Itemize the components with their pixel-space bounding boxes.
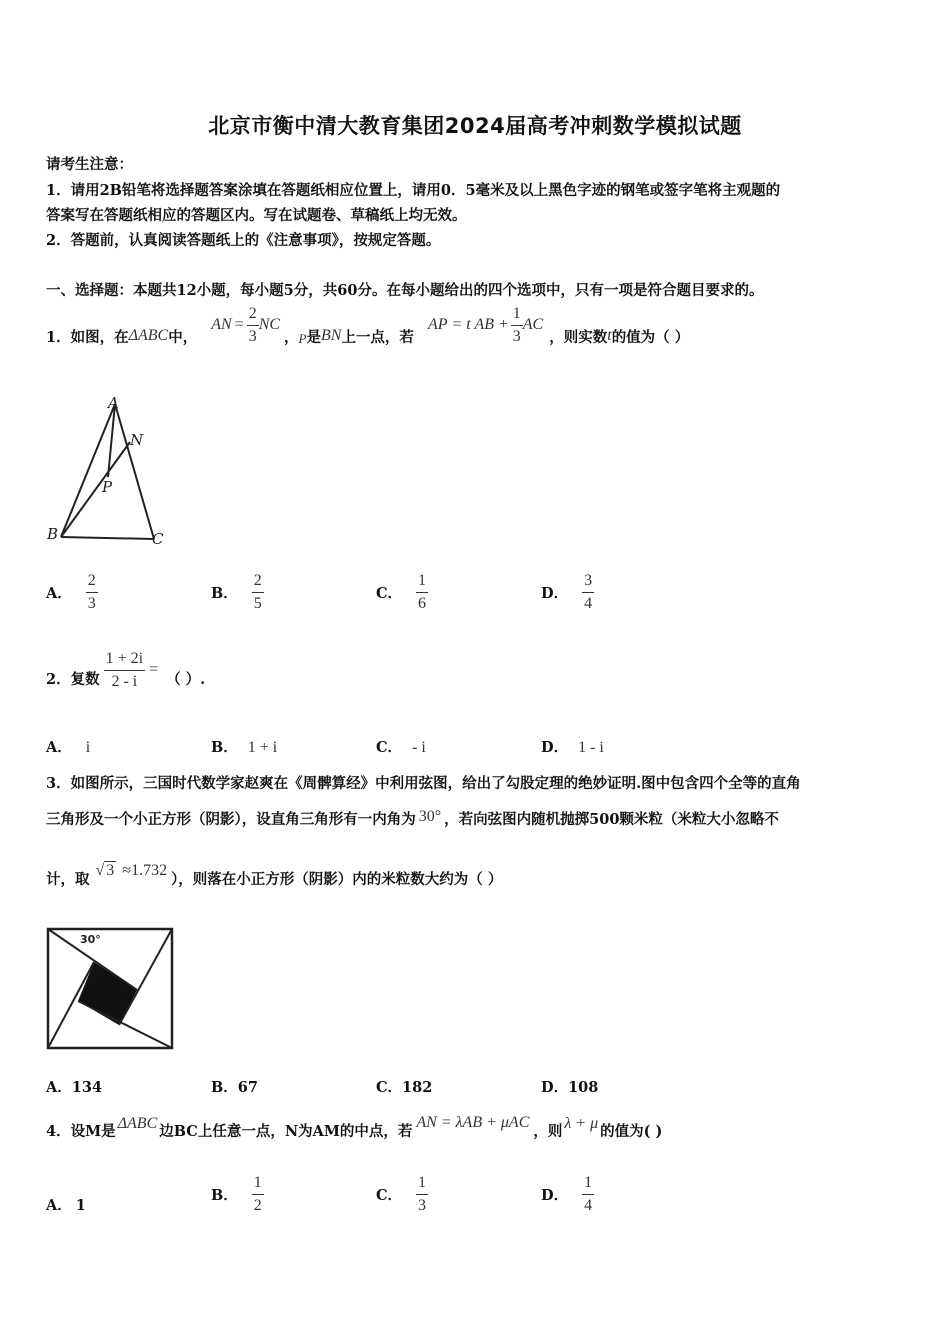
q1-option-d-num: 3 bbox=[582, 572, 594, 593]
q3-option-c-value: 182 bbox=[402, 1079, 433, 1096]
question-1 bbox=[46, 300, 689, 372]
q1-fraction-den: 3 bbox=[248, 327, 257, 345]
q4-text-2: ，则 bbox=[533, 1122, 563, 1140]
q1-prefix: 1．如图，在 bbox=[46, 328, 129, 346]
q1-suffix: ，则实数 bbox=[549, 328, 608, 346]
q1-fraction-2-num: 1 bbox=[511, 305, 523, 326]
q3-option-c[interactable] bbox=[376, 1076, 432, 1097]
q3-option-a-letter: A． bbox=[46, 1079, 72, 1096]
q4-option-b-letter: B． bbox=[211, 1186, 238, 1204]
q3-line-2 bbox=[46, 808, 779, 829]
q3-option-a-value: 134 bbox=[71, 1079, 103, 1096]
q3-angle: 30° bbox=[418, 807, 442, 825]
q1-fraction-2-den: 3 bbox=[512, 327, 521, 345]
q1-equals: = bbox=[234, 316, 244, 333]
q3-line-1: 3．如图所示，三国时代数学家赵爽在《周髀算经》中利用弦图，给出了勾股定理的绝妙证明.图中包含四个全等的直角 bbox=[46, 775, 801, 792]
q2-fraction-num: 1 + 2i bbox=[104, 650, 145, 671]
notice-line-1: 1．请用2B铅笔将选择题答案涂填在答题纸相应位置上，请用0．5毫米及以上黑色字迹的钢笔或签字笔将主观题的 bbox=[46, 182, 781, 199]
q1-comma: ， bbox=[284, 328, 299, 346]
side-ab bbox=[61, 404, 115, 537]
q3-sqrt-arg: 3 bbox=[106, 862, 115, 879]
q2-option-a-letter: A． bbox=[46, 739, 72, 756]
q1-option-d-den: 4 bbox=[584, 594, 593, 612]
q2-option-a-value: i bbox=[85, 739, 91, 756]
q4-option-b-den: 2 bbox=[253, 1196, 262, 1214]
q4-option-b-value bbox=[252, 1174, 264, 1215]
q2-equals: = bbox=[149, 661, 159, 678]
q3-line-3-text: 计，取 bbox=[46, 870, 90, 888]
q3-approx: ≈1.732 bbox=[122, 862, 168, 879]
q1-fraction-2 bbox=[511, 305, 523, 346]
q3-option-b-value: 67 bbox=[237, 1079, 258, 1096]
label-b: B bbox=[47, 525, 59, 543]
q4-option-b-num: 1 bbox=[252, 1174, 264, 1195]
q4-option-d-num: 1 bbox=[582, 1174, 594, 1195]
side-ac bbox=[115, 404, 154, 539]
q4-triangle: ΔABC bbox=[117, 1115, 158, 1132]
page-title: 北京市衡中清大教育集团2024届高考冲刺数学模拟试题 bbox=[208, 114, 742, 138]
q1-fraction bbox=[247, 305, 259, 346]
q1-option-c-letter: C． bbox=[376, 584, 403, 602]
q4-option-d-den: 4 bbox=[584, 1196, 593, 1214]
q4-suffix: 的值为( ) bbox=[600, 1122, 663, 1140]
q1-option-d[interactable] bbox=[541, 566, 594, 618]
segment-bn bbox=[61, 442, 130, 537]
q1-text-2: 是 bbox=[306, 328, 321, 346]
q4-option-c-value bbox=[416, 1174, 428, 1215]
q3-option-c-letter: C． bbox=[376, 1079, 403, 1096]
q2-prefix: 2．复数 bbox=[46, 670, 100, 688]
q4-sum: λ + μ bbox=[564, 1115, 599, 1132]
q3-option-b-letter: B． bbox=[211, 1079, 238, 1096]
notice-line-3: 2．答题前，认真阅读答题纸上的《注意事项》，按规定答题。 bbox=[46, 232, 441, 249]
q3-option-a[interactable] bbox=[46, 1076, 102, 1097]
q3-string-diagram bbox=[44, 925, 176, 1053]
q4-option-c-num: 1 bbox=[416, 1174, 428, 1195]
q4-option-a-letter: A． bbox=[46, 1197, 72, 1214]
q1-option-b-value bbox=[252, 572, 264, 613]
q4-option-a[interactable] bbox=[46, 1194, 86, 1215]
chord-2 bbox=[119, 929, 172, 1025]
q4-prefix: 4．设M是 bbox=[46, 1122, 116, 1140]
label-n: N bbox=[130, 431, 144, 449]
q4-option-d-letter: D． bbox=[541, 1186, 569, 1204]
q4-option-a-value: 1 bbox=[75, 1197, 86, 1214]
question-2 bbox=[46, 650, 205, 706]
angle-label: 30° bbox=[80, 933, 101, 946]
q1-option-c-den: 6 bbox=[418, 594, 427, 612]
q2-option-d-value: 1 - i bbox=[578, 739, 604, 756]
q3-option-d[interactable] bbox=[541, 1076, 598, 1097]
q1-option-b-num: 2 bbox=[252, 572, 264, 593]
q2-fraction bbox=[104, 650, 145, 691]
q4-option-d-value bbox=[582, 1174, 594, 1215]
side-bc bbox=[61, 537, 154, 539]
notice-line-2: 答案写在答题纸相应的答题区内。写在试题卷、草稿纸上均无效。 bbox=[46, 207, 467, 224]
q1-option-c-value bbox=[416, 572, 428, 613]
q4-option-d[interactable] bbox=[541, 1168, 594, 1220]
q3-option-b[interactable] bbox=[211, 1076, 258, 1097]
q1-text-3: 上一点，若 bbox=[341, 328, 414, 346]
q2-option-a[interactable] bbox=[46, 736, 90, 757]
q1-suffix-2: 的值为（ ） bbox=[611, 328, 690, 346]
q2-option-b-value: 1 + i bbox=[247, 739, 278, 756]
q1-option-c-num: 1 bbox=[416, 572, 428, 593]
q1-option-b-den: 5 bbox=[253, 594, 262, 612]
q2-option-c[interactable] bbox=[376, 736, 426, 757]
q1-option-d-letter: D． bbox=[541, 584, 569, 602]
q1-option-a[interactable] bbox=[46, 566, 98, 618]
q4-text: 边BC上任意一点，N为AM的中点，若 bbox=[159, 1122, 413, 1140]
q3-sqrt: √ 3 bbox=[95, 862, 115, 879]
q4-vector-expression: AN = λAB + μAC bbox=[416, 1114, 530, 1131]
q1-vector-an: AN bbox=[211, 316, 232, 333]
q2-option-b-letter: B． bbox=[211, 739, 238, 756]
q2-option-d[interactable] bbox=[541, 736, 604, 757]
q1-vector-nc: NC bbox=[258, 316, 281, 333]
q1-option-a-num: 2 bbox=[86, 572, 98, 593]
q4-option-c[interactable] bbox=[376, 1168, 428, 1220]
q1-point-p: P bbox=[298, 331, 307, 346]
q1-triangle-figure bbox=[44, 392, 179, 552]
q2-option-c-letter: C． bbox=[376, 739, 403, 756]
q1-option-b-letter: B． bbox=[211, 584, 238, 602]
q2-option-d-letter: D． bbox=[541, 739, 569, 756]
label-c: C bbox=[152, 530, 164, 548]
q3-line-3-text-b: ），则落在小正方形（阴影）内的米粒数大约为（ ） bbox=[171, 870, 503, 888]
q4-option-c-letter: C． bbox=[376, 1186, 403, 1204]
q2-option-b[interactable] bbox=[211, 736, 277, 757]
q3-line-3 bbox=[46, 858, 502, 898]
q1-option-a-value bbox=[86, 572, 98, 613]
q3-line-2-text-b: ，若向弦图内随机抛掷500颗米粒（米粒大小忽略不 bbox=[444, 811, 779, 828]
q1-text: 中， bbox=[168, 328, 198, 346]
section-heading: 一、选择题：本题共12小题，每小题5分，共60分。在每小题给出的四个选项中，只有一项是符合题目要求的。 bbox=[46, 282, 764, 299]
q1-vector-ac: AC bbox=[522, 316, 544, 333]
q1-segment-bn: BN bbox=[320, 327, 342, 344]
q1-option-c[interactable] bbox=[376, 566, 428, 618]
q3-option-d-letter: D． bbox=[541, 1079, 569, 1096]
q2-fraction-den: 2 - i bbox=[111, 672, 138, 690]
q1-option-b[interactable] bbox=[211, 566, 264, 618]
q1-fraction-num: 2 bbox=[247, 305, 259, 326]
label-p: P bbox=[102, 478, 113, 496]
q1-option-d-value bbox=[582, 572, 594, 613]
q1-triangle: ΔABC bbox=[128, 327, 169, 344]
question-4 bbox=[46, 1110, 662, 1150]
q1-expression: = t AB + bbox=[451, 316, 509, 333]
q2-suffix: （ ）. bbox=[166, 670, 206, 688]
label-a: A bbox=[108, 394, 119, 412]
q1-var-t: t bbox=[607, 327, 612, 344]
q2-option-c-value: - i bbox=[412, 739, 426, 756]
q4-option-c-den: 3 bbox=[418, 1196, 427, 1214]
q3-option-d-value: 108 bbox=[568, 1079, 599, 1096]
notice-heading: 请考生注意： bbox=[46, 156, 133, 173]
q1-option-a-letter: A． bbox=[46, 584, 72, 602]
q1-option-a-den: 3 bbox=[87, 594, 96, 612]
q3-line-2-text: 三角形及一个小正方形（阴影），设直角三角形有一内角为 bbox=[46, 811, 416, 828]
q4-option-b[interactable] bbox=[211, 1168, 264, 1220]
q1-vector-ap: AP bbox=[427, 316, 448, 333]
